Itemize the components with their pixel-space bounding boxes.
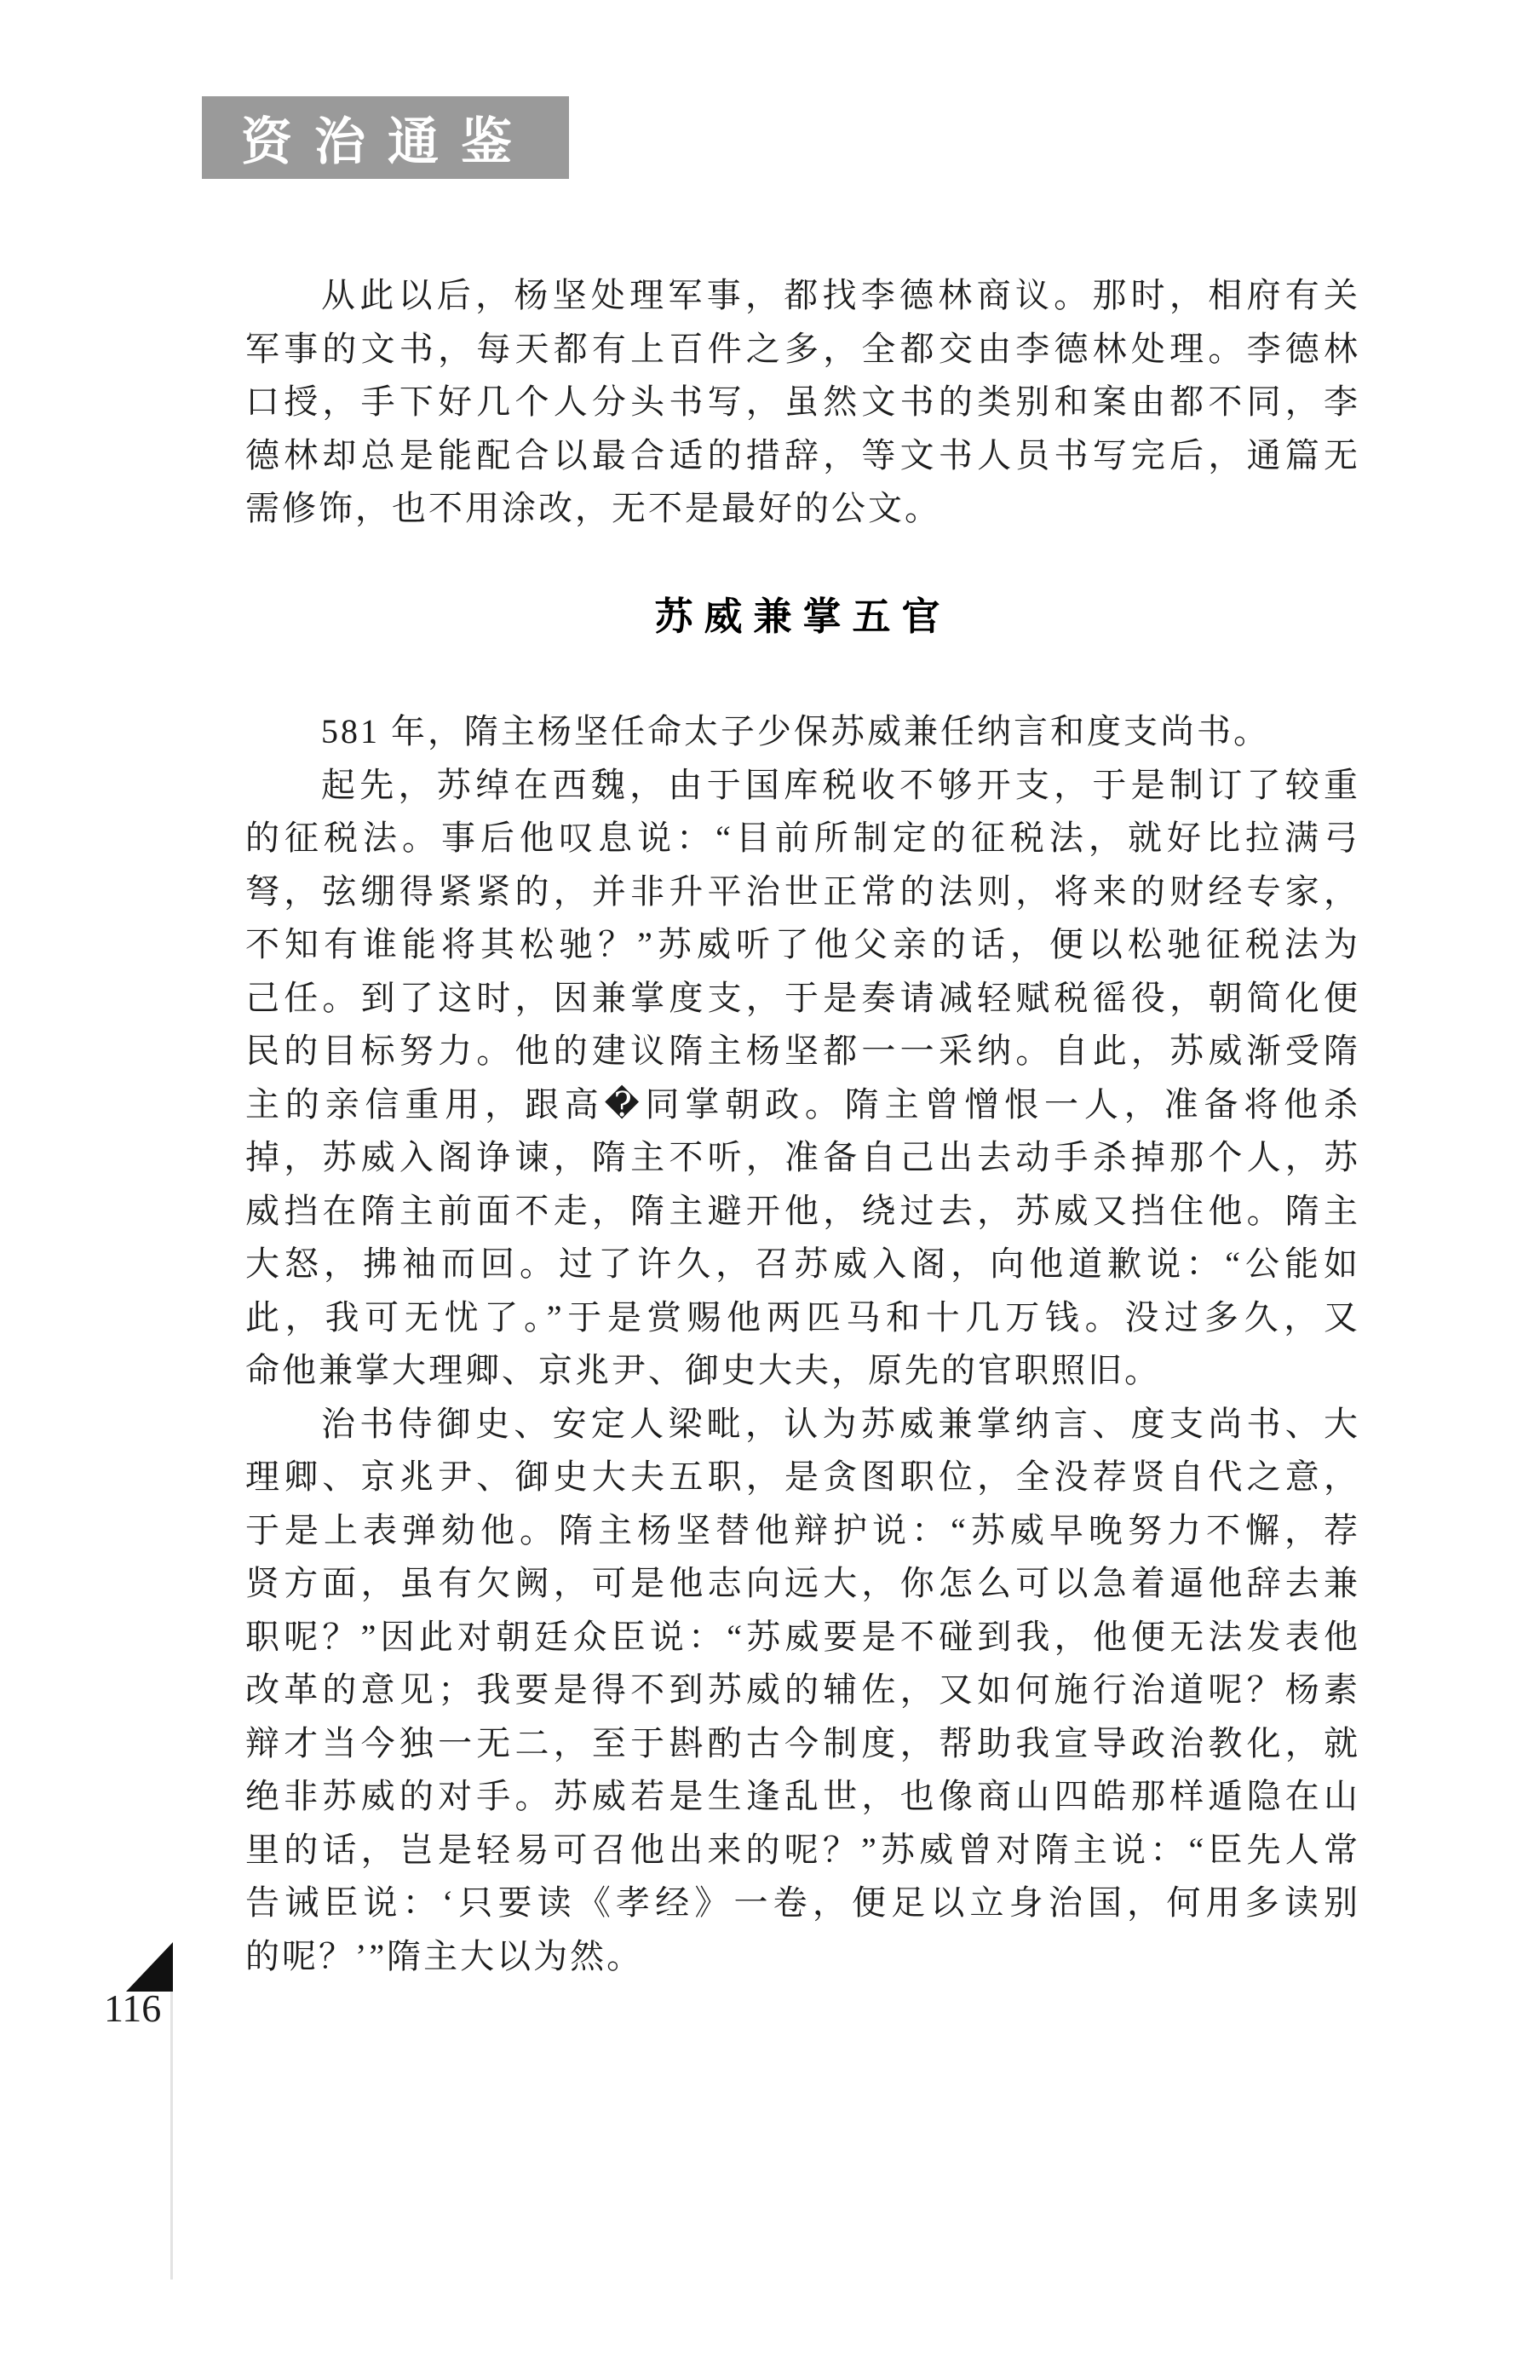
- paragraph: [245, 705, 1360, 759]
- body-line: 此，我可无忧了。”于是赏赐他两匹马和十几万钱。没过多久，又: [245, 1297, 1360, 1337]
- corner-triangle-icon: [126, 1942, 173, 1992]
- body-line: 民的目标努力。他的建议隋主杨坚都一一采纳。自此，苏威渐受隋: [245, 1032, 1360, 1070]
- body-line: 里的话，岂是轻易可召他出来的呢？”苏威曾对隋主说：“臣先人常: [245, 1830, 1360, 1869]
- body-line: 命他兼掌大理卿、京兆尹、御史大夫，原先的官职照旧。: [245, 1351, 1161, 1389]
- paragraph: [245, 759, 1360, 1398]
- left-edge-rule: [170, 1992, 173, 2279]
- body-line: 需修饰，也不用涂改，无不是最好的公文。: [245, 489, 941, 527]
- body-line: 绝非苏威的对手。苏威若是生逢乱世，也像商山四皓那样遁隐在山: [245, 1777, 1360, 1815]
- body-line: 理卿、京兆尹、御史大夫五职，是贪图职位，全没荐贤自代之意，: [245, 1457, 1360, 1496]
- body-line: 弩，弦绷得紧紧的，并非升平治世正常的法则，将来的财经专家，: [245, 871, 1360, 911]
- body-line: 不知有谁能将其松驰？”苏威听了他父亲的话，便以松驰征税法为: [245, 925, 1360, 963]
- body-line: 主的亲信重用，跟高�同掌朝政。隋主曾憎恨一人，准备将他杀: [245, 1084, 1360, 1124]
- body-line: 治书侍御史、安定人梁毗，认为苏威兼掌纳言、度支尚书、大: [321, 1404, 1360, 1443]
- body-line: 的呢？’”隋主大以为然。: [245, 1936, 644, 1975]
- body-line: 己任。到了这时，因兼掌度支，于是奏请减轻赋税徭役，朝简化便: [245, 978, 1360, 1017]
- body-line: 581 年，隋主杨坚任命太子少保苏威兼任纳言和度支尚书。: [321, 712, 1270, 750]
- body-line: 德林却总是能配合以最合适的措辞，等文书人员书写完后，通篇无: [245, 435, 1360, 474]
- body-line: 的征税法。事后他叹息说：“目前所制定的征税法，就好比拉满弓: [245, 819, 1360, 857]
- body-line: 威挡在隋主前面不走，隋主避开他，绕过去，苏威又挡住他。隋主: [245, 1191, 1360, 1230]
- page-number: 116: [104, 1986, 162, 2030]
- body-line: 起先，苏绰在西魏，由于国库税收不够开支，于是制订了较重: [321, 765, 1360, 804]
- body-line: 改革的意见；我要是得不到苏威的辅佐，又如何施行治道呢？杨素: [245, 1670, 1360, 1709]
- body-line: 军事的文书，每天都有上百件之多，全都交由李德林处理。李德林: [245, 329, 1360, 368]
- body-line: 掉，苏威入阁诤谏，隋主不听，准备自己出去动手杀掉那个人，苏: [245, 1138, 1360, 1176]
- body-line: 于是上表弹劾他。隋主杨坚替他辩护说：“苏威早晚努力不懈，荐: [245, 1510, 1360, 1549]
- body-line: 职呢？”因此对朝廷众臣说：“苏威要是不碰到我，他便无法发表他: [245, 1617, 1360, 1656]
- body-line: 贤方面，虽有欠阙，可是他志向远大，你怎么可以急着逼他辞去兼: [245, 1564, 1360, 1602]
- body-line: 告诫臣说：‘只要读《孝经》一卷，便足以立身治国，何用多读别: [245, 1883, 1360, 1922]
- body-line: 辩才当今独一无二，至于斟酌古今制度，帮助我宣导政治教化，就: [245, 1723, 1360, 1762]
- book-title-text: 资治通鉴: [241, 112, 534, 170]
- paragraph: [245, 1398, 1360, 1984]
- page-body: [245, 269, 1360, 1983]
- body-line: 大怒，拂袖而回。过了许久，召苏威入阁，向他道歉说：“公能如: [245, 1245, 1360, 1283]
- body-line: 口授，手下好几个人分头书写，虽然文书的类别和案由都不同，李: [245, 382, 1360, 421]
- section-heading: 苏威兼掌五官: [654, 594, 951, 638]
- paragraph: [245, 269, 1360, 536]
- book-title-banner: [202, 96, 569, 179]
- body-line: 从此以后，杨坚处理军事，都找李德林商议。那时，相府有关: [321, 276, 1360, 314]
